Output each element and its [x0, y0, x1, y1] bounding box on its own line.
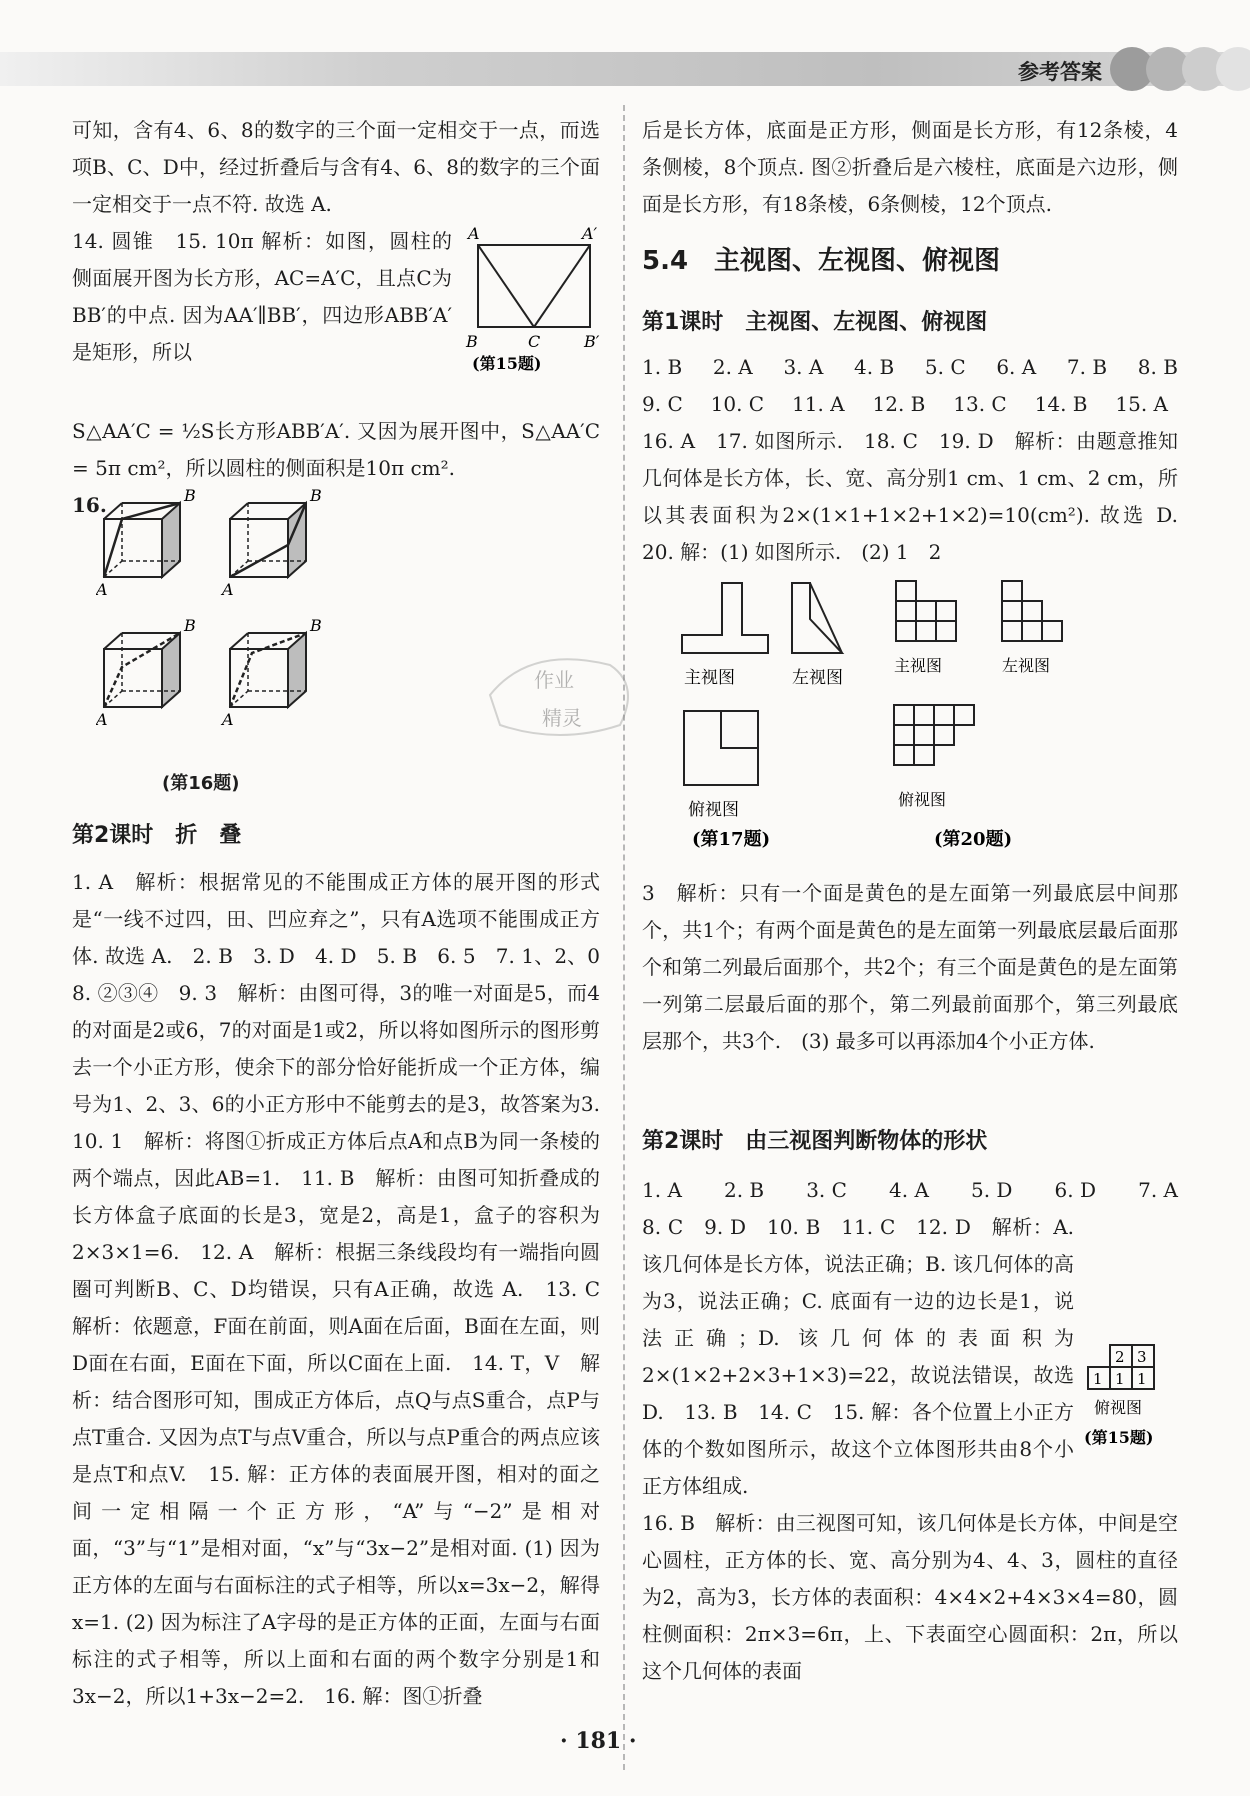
fig20-top-view	[894, 705, 974, 765]
svg-text:A: A	[96, 710, 108, 729]
fig15-label-b2: B′	[584, 332, 600, 351]
q15-text-b: S△AA′C = ½S长方形ABB′A′. 又因为展开图中，S△AA′C = 5π cm²，所以圆柱的侧面积是10π cm².	[72, 419, 600, 480]
right-lesson2-text2: 16. B 解析：由三视图可知，该几何体是长方体，中间是空心圆柱，正方体的长、宽、高分别为4、4、3，圆柱的直径为2，高为3，长方体的表面积：4×4×2+4×3×4=80，圆柱侧面积：2π×3=6π，上、下表面空心圆面积：2π，所以这个几何体的表面	[642, 1511, 1178, 1683]
fig15-label-b: B	[466, 332, 478, 351]
fig15-label-c: C	[528, 332, 541, 351]
right-para1: 后是长方体，底面是正方形，侧面是长方形，有12条棱，4条侧棱，8个顶点. 图②折叠后是六棱柱，底面是六边形，侧面是长方形，有18条棱，6条侧棱，12个顶点.	[642, 118, 1178, 216]
svg-text:3: 3	[1137, 1348, 1147, 1366]
svg-text:B: B	[184, 616, 196, 635]
svg-text:(第15题): (第15题)	[1084, 1428, 1154, 1447]
svg-text:B: B	[310, 616, 322, 635]
left-para1: 可知，含有4、6、8的数字的三个面一定相交于一点，而选项B、C、D中，经过折叠后与含有4、6、8的数字的三个面一定相交于一点不符. 故选 A.	[72, 118, 600, 216]
fig20-front-view	[896, 581, 956, 641]
fig15-rectangle	[460, 223, 600, 373]
fig20-left-view	[1002, 581, 1062, 641]
fig20-caption: (第20题)	[934, 829, 1013, 850]
svg-text:B: B	[310, 487, 322, 505]
svg-text:B: B	[184, 487, 196, 505]
svg-text:2: 2	[1115, 1348, 1125, 1366]
svg-text:1: 1	[1137, 1370, 1147, 1388]
q15-block	[72, 223, 600, 373]
right-lesson2-text: 8. C 9. D 10. B 11. C 12. D 解析：A. 该几何体是长方体，说法正确；B. 该几何体的高为3，说法正确；C. 底面有一边的边长是1，说法正确；D. 该几何体的表面积为2×(1×2+2×3+1×3)=22，故说法错误，故选 D. 13. B 14. C 15. 解：各个位置上小正方体的个数如图所示，故这个立体图形共由8个小正方体组成.	[642, 1215, 1074, 1498]
header-bar	[0, 52, 1250, 86]
svg-text:A: A	[222, 580, 234, 599]
svg-text:左视图: 左视图	[792, 668, 843, 688]
svg-text:俯视图: 俯视图	[1094, 1398, 1143, 1417]
q16-label: 16.	[72, 493, 107, 517]
cube-4	[220, 616, 322, 729]
left-lesson2-title: 第2课时 折 叠	[72, 823, 242, 848]
page-number: · 181 ·	[560, 1728, 637, 1754]
watermark-line1: 作业	[534, 668, 574, 692]
l2-answers-row1: 1. A 2. B 3. C 4. A 5. D 6. D 7. A	[642, 1178, 1178, 1202]
fig15-caption: (第15题)	[472, 354, 542, 373]
section-title: 5.4 主视图、左视图、俯视图	[642, 246, 1001, 276]
fig17-caption: (第17题)	[692, 829, 771, 850]
fig16-caption: (第16题)	[162, 773, 240, 794]
fig20-front-label: 主视图	[894, 656, 943, 675]
left-column	[72, 112, 620, 1715]
right-lesson1-text2: 3 解析：只有一个面是黄色的是左面第一列最底层中间那个，共1个；有两个面是黄色的是左面第一列最底层最后面那个和第二列最后面那个，共2个；有三个面是黄色的是左面第一列第二层最后面的那个，第二列最前面那个，第三列最底层那个，共3个. (3) 最多可以再添加4个小正方体.	[642, 881, 1178, 1053]
q14-text: 14. 圆锥	[72, 229, 155, 253]
watermark	[470, 625, 650, 755]
right-lesson1-title: 第1课时 主视图、左视图、俯视图	[642, 310, 988, 335]
answers-row1: 1. B 2. A 3. A 4. B 5. C 6. A 7. B 8. B	[642, 355, 1178, 379]
fig15-label-a2: A′	[582, 224, 598, 243]
fig17-front-view	[682, 583, 768, 688]
svg-text:主视图: 主视图	[684, 668, 735, 688]
fig20-left-label: 左视图	[1002, 656, 1051, 675]
svg-text:俯视图: 俯视图	[688, 800, 739, 820]
right-column	[642, 112, 1198, 1690]
column-divider	[623, 105, 625, 1770]
q15-text-a: 15. 10π 解析：如图，圆柱的侧面展开图为长方形，AC=A′C，且点C为BB′的中点. 因为AA′∥BB′，四边形ABB′A′是矩形，所以	[72, 229, 452, 364]
fig15r-top-view	[1082, 1341, 1178, 1451]
svg-text:1: 1	[1115, 1370, 1125, 1388]
header-label: 参考答案	[1018, 60, 1102, 84]
answers-row2: 9. C 10. C 11. A 12. B 13. C 14. B 15. A	[642, 392, 1168, 416]
fig15-label-a: A	[468, 224, 480, 243]
right-lesson1-text: 16. A 17. 如图所示. 18. C 19. D 解析：由题意推知几何体是长方体，长、宽、高分别1 cm、1 cm、2 cm，所以其表面积为2×(1×1+1×2+1×2)=10(cm²). 故选 D. 20. 解：(1) 如图所示. (2) 1 2	[642, 429, 1198, 564]
svg-text:A: A	[96, 580, 108, 599]
right-lesson2-title: 第2课时 由三视图判断物体的形状	[642, 1129, 988, 1154]
fig20-top-label: 俯视图	[898, 790, 947, 809]
svg-text:A: A	[222, 710, 234, 729]
left-lesson2-text: 1. A 解析：根据常见的不能围成正方体的展开图的形式是“一线不过四，田、凹应弃之”，只有A选项不能围成正方体. 故选 A. 2. B 3. D 4. D 5. B 6. 5 7. 1、2、0 8. ②③④ 9. 3 解析：由图可得，3的唯一对面是5，而4的对面是2或6，7的对面是1或2，所以将如图所示的图形剪去一个小正方形，使余下的部分恰好能折成一个正方体，编号为1、2、3、6的小正方形中不能剪去的是3，故答案为3. 10. 1 解析：将图①折成正方体后点A和点B为同一条棱的两个端点，因此AB=1. 11. B 解析：由图可知折叠成的长方体盒子底面的长是3，宽是2，高是1，盒子的容积为2×3×1=6. 12. A 解析：根据三条线段均有一端指向圆圈可判断B、C、D均错误，只有A正确，故选 A. 13. C 解析：依题意，F面在前面，则A面在后面，B面在左面，则D面在右面，E面在下面，所以C面在上面. 14. T，V 解析：结合图形可知，围成正方体后，点Q与点S重合，点P与点T重合. 又因为点T与点V重合，所以与点P重合的两点应该是点T和点V. 15. 解：正方体的表面展开图，相对的面之间一定相隔一个正方形，“A”与“−2”是相对面，“3”与“1”是相对面，“x”与“3x−2”是相对面. (1) 因为正方体的左面与右面标注的式子相等，所以x=3x−2，解得x=1. (2) 因为标注了A字母的是正方体的正面，左面与右面标注的式子相等，所以上面和右面的两个数字分别是1和3x−2，所以1+3x−2=2. 16. 解：图①折叠	[72, 870, 620, 1708]
fig17-left-view	[792, 583, 843, 688]
cube-1	[96, 487, 196, 599]
fig17-top-view	[684, 711, 758, 820]
fig17-fig20	[642, 571, 1178, 851]
svg-text:1: 1	[1093, 1370, 1103, 1388]
cube-2	[220, 487, 322, 599]
header-decoration	[1100, 46, 1250, 92]
left-q14-q15	[72, 223, 452, 371]
fig16-cubes	[96, 487, 396, 757]
watermark-line2: 精灵	[542, 706, 582, 730]
cube-3	[96, 616, 196, 729]
l2-body	[642, 1209, 1178, 1690]
